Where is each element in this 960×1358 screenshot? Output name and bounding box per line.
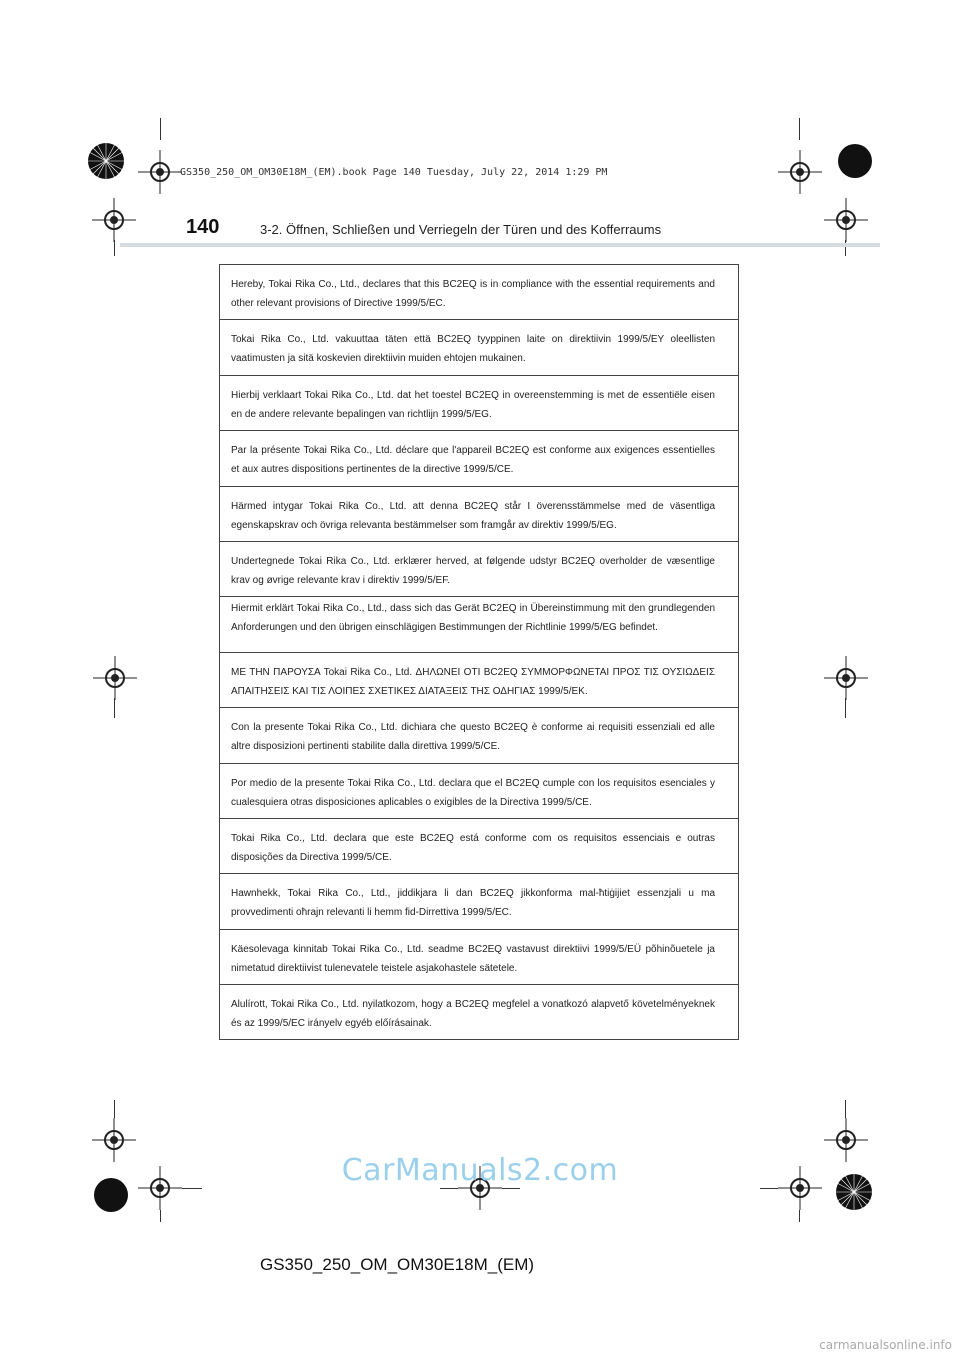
declaration-estonian: Käesolevaga kinnitab Tokai Rika Co., Ltd. seadme BC2EQ vastavust direktiivi 1999/5/EÜ põhinõuetele ja nimetatud direktiivist tulenevatele teistele asjakohastele sätetele. [220, 930, 738, 985]
watermark-text: CarManuals2.com [341, 1153, 619, 1188]
filled-circle-mark-top-right [835, 141, 875, 186]
declaration-dutch: Hierbij verklaart Tokai Rika Co., Ltd. dat het toestel BC2EQ in overeenstemming is met de essentiële eisen en de andere relevante bepalingen van richtlijn 1999/5/EG. [220, 376, 738, 431]
crop-line [760, 1188, 778, 1189]
declaration-greek: ΜΕ ΤΗΝ ΠΑΡΟΥΣΑ Tokai Rika Co., Ltd. ΔΗΛΩΝΕΙ ΟΤΙ BC2EQ ΣΥΜΜΟΡΦΩΝΕΤΑΙ ΠΡΟΣ ΤΙΣ ΟΥΣΙΩΔΕΙΣ ΑΠΑΙΤΗΣΕΙΣ ΚΑΙ ΤΙΣ ΛΟΙΠΕΣ ΣΧΕΤΙΚΕΣ ΔΙΑΤΑΞΕΙΣ ΤΗΣ ΟΔΗΓΙΑΣ 1999/5/ΕΚ. [220, 653, 738, 708]
site-credit: carmanualsonline.info [819, 1338, 952, 1352]
starburst-mark-top-left [86, 141, 126, 186]
registration-target-left-middle [93, 656, 137, 705]
crop-line [799, 118, 800, 140]
registration-target-top-left [138, 150, 182, 199]
crop-line [799, 1210, 800, 1222]
section-title: 3-2. Öffnen, Schließen und Verriegeln der Türen und des Kofferraums [260, 222, 662, 237]
page-number: 140 [186, 216, 220, 238]
book-info-line: GS350_250_OM_OM30E18M_(EM).book Page 140 Tuesday, July 22, 2014 1:29 PM [180, 167, 608, 178]
declaration-german: Hiermit erklärt Tokai Rika Co., Ltd., dass sich das Gerät BC2EQ in Übereinstimmung mit den grundlegenden Anforderungen und den übrigen einschlägigen Bestimmungen der Richtlinie 1999/5/EG befindet. [220, 597, 738, 652]
crop-line [845, 1100, 846, 1118]
declaration-danish: Undertegnede Tokai Rika Co., Ltd. erklærer herved, at følgende udstyr BC2EQ overholder de væsentlige krav og øvrige relevante krav i direktiv 1999/5/EF. [220, 542, 738, 597]
crop-line [160, 118, 161, 140]
registration-target-right-middle [824, 656, 868, 705]
declaration-swedish: Härmed intygar Tokai Rika Co., Ltd. att denna BC2EQ står I överensstämmelse med de väsentliga egenskapskrav och övriga relevanta bestämmelser som framgår av direktiv 1999/5/EG. [220, 487, 738, 542]
registration-target-top-right [778, 150, 822, 199]
declaration-maltese: Hawnhekk, Tokai Rika Co., Ltd., jiddikjara li dan BC2EQ jikkonforma mal-ħtiġijiet essenzjali u ma provvedimenti oħrajn relevanti li hemm fid-Dirrettiva 1999/5/EC. [220, 874, 738, 929]
declaration-spanish: Por medio de la presente Tokai Rika Co., Ltd. declara que el BC2EQ cumple con los requisitos esenciales y cualesquiera otras disposiciones aplicables o exigibles de la Directiva 1999/5/CE. [220, 764, 738, 819]
crop-line [440, 1188, 458, 1189]
crop-line [160, 1210, 161, 1222]
declaration-portuguese: Tokai Rika Co., Ltd. declara que este BC2EQ está conforme com os requisitos essenciais e outras disposições da Directiva 1999/5/CE. [220, 819, 738, 874]
crop-line [114, 240, 115, 256]
footer-model-code: GS350_250_OM_OM30E18M_(EM) [260, 1255, 535, 1274]
declaration-french: Par la présente Tokai Rika Co., Ltd. déclare que l'appareil BC2EQ est conforme aux exigences essentielles et aux autres dispositions pertinentes de la directive 1999/5/CE. [220, 431, 738, 486]
declaration-finnish: Tokai Rika Co., Ltd. vakuuttaa täten että BC2EQ tyyppinen laite on direktiivin 1999/5/EY oleellisten vaatimusten ja sitä koskevien direktiivin muiden ehtojen mukainen. [220, 320, 738, 375]
header-rule [120, 243, 880, 247]
crop-line [845, 698, 846, 718]
crop-line [114, 698, 115, 718]
declaration-italian: Con la presente Tokai Rika Co., Ltd. dichiara che questo BC2EQ è conforme ai requisiti essenziali ed alle altre disposizioni pertinenti stabilite dalla direttiva 1999/5/CE. [220, 708, 738, 763]
crop-line [182, 1188, 202, 1189]
crop-line [114, 1100, 115, 1118]
declaration-english: Hereby, Tokai Rika Co., Ltd., declares that this BC2EQ is in compliance with the essential requirements and other relevant provisions of Directive 1999/5/EC. [220, 265, 738, 320]
declarations-table [219, 264, 739, 1040]
registration-target-right-upper [824, 198, 868, 247]
crop-line [502, 1188, 520, 1189]
declaration-hungarian: Alulírott, Tokai Rika Co., Ltd. nyilatkozom, hogy a BC2EQ megfelel a vonatkozó alapvető követelményeknek és az 1999/5/EC irányelv egyéb előírásainak. [231, 999, 715, 1030]
